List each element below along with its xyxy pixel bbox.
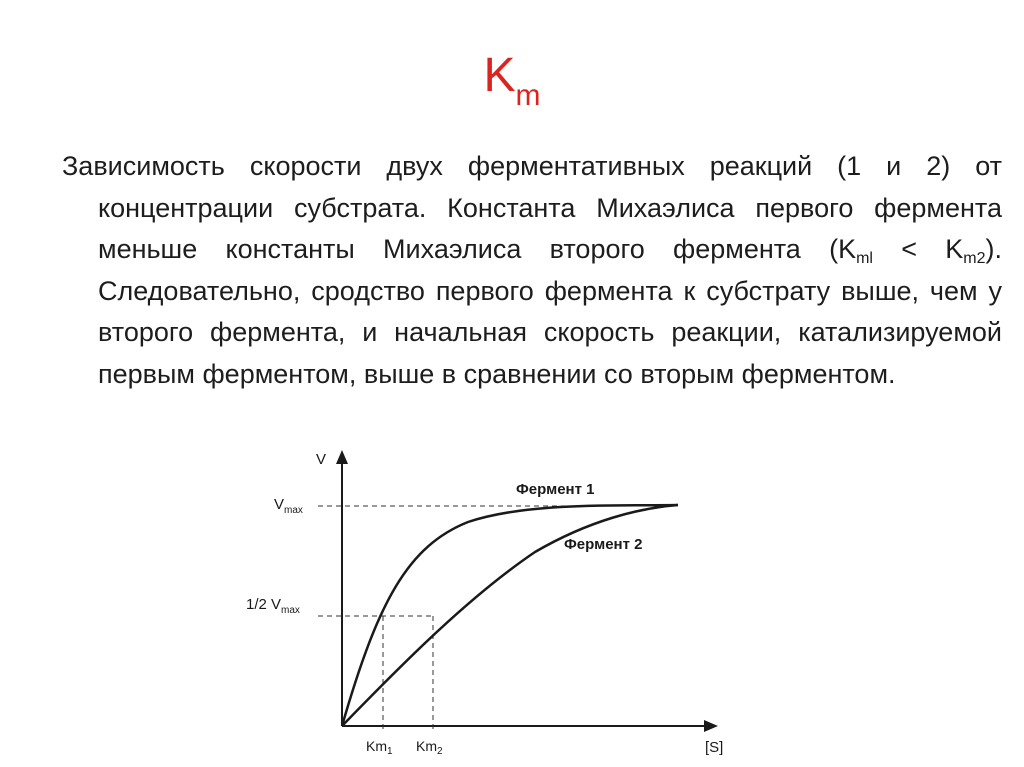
paragraph-sub-1: ml: [856, 250, 873, 267]
vmax-label: [274, 496, 303, 516]
paragraph-part-3: ). Следовательно, сродство первого фермента к субстрату выше, чем у второго фермента, и начальная скорость реакции, катализируемой первым ферментом, выше в сравнении со вторым ферментом.: [98, 234, 1002, 389]
half-vmax-label: [246, 596, 300, 616]
km2-label-sub: 2: [437, 746, 443, 757]
paragraph-part-1: Зависимость скорости двух ферментативных реакций (1 и 2) от концентрации субстрата. Константа Михаэлиса первого фермента меньше константы Михаэлиса второго фермента (K: [62, 151, 1002, 264]
half-vmax-label-sub: max: [281, 605, 300, 616]
y-axis-label: V: [316, 451, 327, 468]
vmax-label-sub: max: [284, 505, 303, 516]
km2-label-main: Km: [416, 738, 437, 754]
description-paragraph: [62, 146, 1002, 395]
km1-label-main: Km: [366, 738, 387, 754]
enzyme-1-label: Фермент 1: [516, 481, 595, 498]
half-vmax-label-main: 1/2 V: [246, 596, 282, 613]
x-axis-label: [705, 739, 723, 756]
title-main: K: [483, 49, 516, 102]
vmax-label-main: V: [274, 496, 285, 513]
paragraph-part-2: < K: [872, 234, 964, 264]
paragraph-sub-2: m2: [963, 250, 986, 267]
michaelis-menten-graph: [230, 446, 740, 764]
enzyme-2-label: Фермент 2: [564, 536, 643, 553]
km1-label-sub: 1: [387, 746, 393, 757]
km2-label: [416, 738, 443, 757]
slide-title: [0, 49, 1024, 112]
x-axis-label-text: [S]: [705, 739, 724, 756]
km1-label: [366, 738, 393, 757]
title-subscript: m: [515, 79, 541, 112]
